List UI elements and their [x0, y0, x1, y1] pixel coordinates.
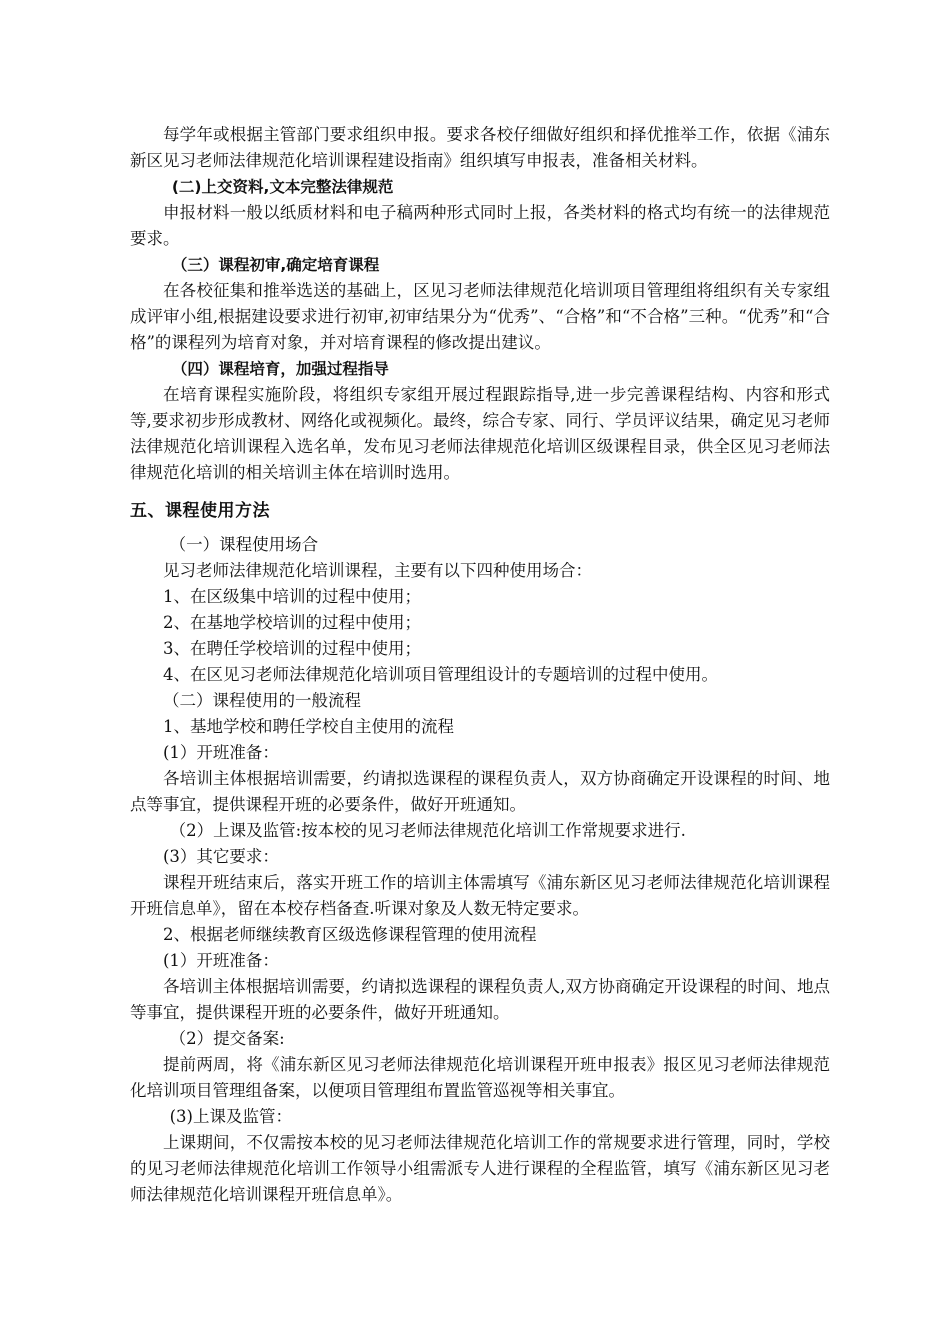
paragraph-step: 上课期间，不仅需按本校的见习老师法律规范化培训工作的常规要求进行管理，同时，学校的见习老师法律规范化培训工作领导小组需派专人进行课程的全程监管，填写《浦东新区见习老师法律规范化培训课程开班信息单》。: [130, 1133, 830, 1204]
heading-initial-review: （三）课程初审,确定培育课程: [171, 256, 380, 274]
paragraph-step: 各培训主体根据培训需要，约请拟选课程的课程负责人，双方协商确定开设课程的时间、地点等事宜，提供课程开班的必要条件，做好开班通知。: [130, 769, 830, 814]
step-label: (3)上课及监管：: [169, 1107, 292, 1126]
paragraph-course-cultivation: 在培育课程实施阶段，将组织专家组开展过程跟踪指导,进一步完善课程结构、内容和形式等,要求初步形成教材、网络化或视频化。最终，综合专家、同行、学员评议结果，确定见习老师法律规范化培训课程入选名单，发布见习老师法律规范化培训区级课程目录，供全区见习老师法律规范化培训的相关培训主体在培训时选用。: [130, 385, 830, 482]
list-item: 3、在聘任学校培训的过程中使用；: [163, 639, 421, 658]
paragraph-step: 提前两周，将《浦东新区见习老师法律规范化培训课程开班申报表》报区见习老师法律规范化培训项目管理组备案，以便项目管理组布置监管巡视等相关事宜。: [130, 1055, 830, 1100]
paragraph-usage-intro: 见习老师法律规范化培训课程，主要有以下四种使用场合：: [163, 561, 592, 580]
step-label: (3）其它要求：: [163, 847, 279, 866]
list-item: 4、在区见习老师法律规范化培训项目管理组设计的专题培训的过程中使用。: [163, 665, 718, 684]
paragraph-step: 课程开班结束后，落实开班工作的培训主体需填写《浦东新区见习老师法律规范化培训课程开班信息单》，留在本校存档备查.听课对象及人数无特定要求。: [130, 873, 830, 918]
step-label: (1）开班准备：: [163, 743, 279, 762]
subheading-flow-2: 2、根据老师继续教育区级选修课程管理的使用流程: [163, 925, 537, 944]
list-item: 1、在区级集中培训的过程中使用；: [163, 587, 421, 606]
section-heading-usage: 五、课程使用方法: [130, 501, 270, 521]
subheading-general-process: （二）课程使用的一般流程: [163, 691, 361, 710]
step-label: (1）开班准备：: [163, 951, 279, 970]
step-label: （2）提交备案:: [169, 1029, 285, 1048]
subheading-flow-1: 1、基地学校和聘任学校自主使用的流程: [163, 717, 454, 736]
heading-course-cultivation: （四）课程培育，加强过程指导: [171, 360, 389, 378]
paragraph-submit-materials: 申报材料一般以纸质材料和电子稿两种形式同时上报，各类材料的格式均有统一的法律规范要求。: [130, 203, 830, 248]
step-label: （2）上课及监管:按本校的见习老师法律规范化培训工作常规要求进行.: [169, 821, 686, 840]
heading-submit-materials: (二)上交资料,文本完整法律规范: [171, 178, 394, 196]
paragraph-application: 每学年或根据主管部门要求组织申报。要求各校仔细做好组织和择优推举工作，依据《浦东新区见习老师法律规范化培训课程建设指南》组织填写申报表，准备相关材料。: [130, 125, 830, 170]
paragraph-initial-review: 在各校征集和推举选送的基础上，区见习老师法律规范化培训项目管理组将组织有关专家组成评审小组,根据建设要求进行初审,初审结果分为“优秀”、“合格”和“不合格”三种。“优秀”和“合格”的课程列为培育对象，并对培育课程的修改提出建议。: [130, 281, 830, 352]
list-item: 2、在基地学校培训的过程中使用；: [163, 613, 421, 632]
paragraph-step: 各培训主体根据培训需要，约请拟选课程的课程负责人,双方协商确定开设课程的时间、地点等事宜，提供课程开班的必要条件，做好开班通知。: [130, 977, 830, 1022]
subheading-usage-occasions: （一）课程使用场合: [169, 535, 319, 554]
